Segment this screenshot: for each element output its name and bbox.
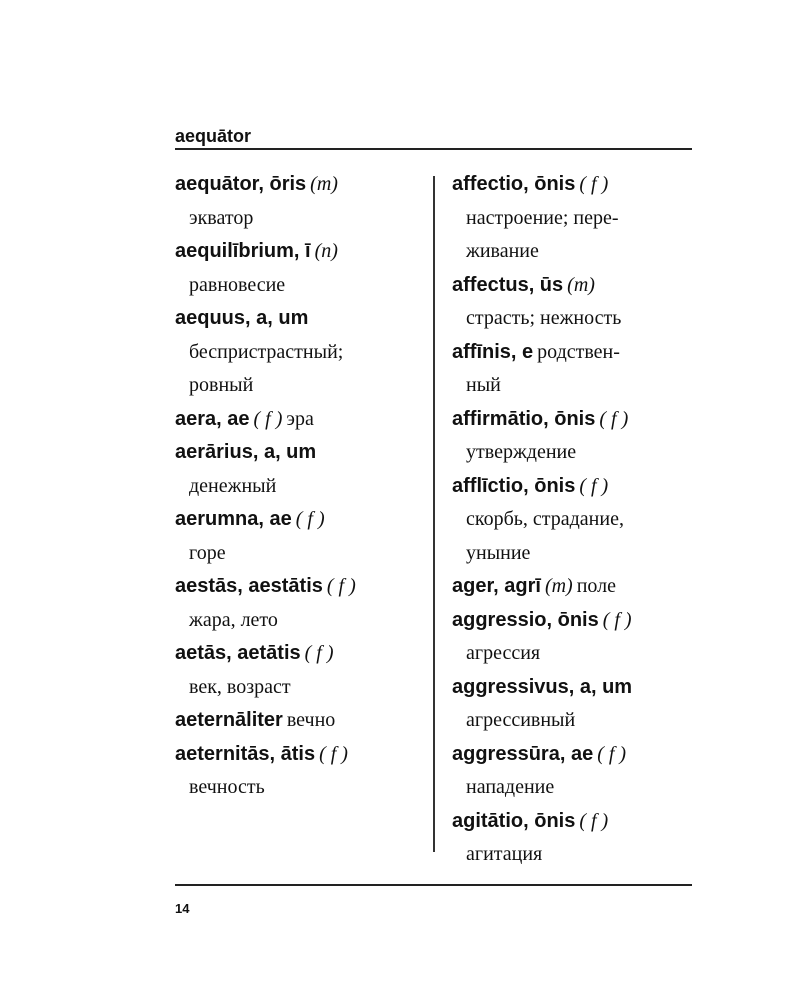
entry-headword: aggressūra, ae bbox=[452, 742, 594, 765]
entry-translation-line: живание bbox=[466, 240, 539, 262]
left-column bbox=[175, 168, 425, 805]
entry-head-line bbox=[452, 168, 692, 202]
entry-gender: ( f ) bbox=[579, 173, 609, 195]
entry-headword: aerārius, a, um bbox=[175, 441, 317, 463]
entry-translation-line: век, возраст bbox=[189, 675, 291, 698]
dictionary-entry bbox=[175, 503, 425, 570]
dictionary-entry bbox=[452, 336, 692, 403]
entry-translation-line: агитация bbox=[466, 843, 543, 865]
entry-head-line bbox=[175, 436, 425, 470]
entry-head-line bbox=[452, 269, 692, 303]
entry-head-line bbox=[452, 738, 692, 772]
entry-head-line bbox=[175, 704, 425, 738]
entry-translation-line: жара, лето bbox=[189, 608, 278, 631]
entry-translation-line: беспристрастный; bbox=[189, 340, 344, 363]
entry-gender: ( f ) bbox=[597, 742, 627, 765]
entry-head-line bbox=[175, 738, 425, 772]
entry-head-line bbox=[175, 302, 425, 336]
entry-head-line bbox=[452, 604, 692, 638]
dictionary-entry bbox=[452, 738, 692, 805]
entry-translation: вечно bbox=[286, 709, 336, 731]
entry-gender: ( f ) bbox=[319, 742, 348, 765]
entry-head-line bbox=[452, 805, 692, 839]
entry-translation-line: агрессия bbox=[466, 642, 541, 664]
entry-headword: aestās, aestātis bbox=[175, 575, 323, 597]
entry-gender: ( f ) bbox=[602, 608, 632, 631]
entry-headword: affectus, ūs bbox=[452, 273, 564, 296]
entry-headword: aequus, a, um bbox=[175, 307, 309, 329]
entry-gender: (n) bbox=[314, 240, 338, 262]
dictionary-entry bbox=[452, 168, 692, 269]
entry-gender: ( f ) bbox=[295, 508, 325, 530]
entry-head-line bbox=[175, 168, 425, 202]
entry-translation: родствен- bbox=[537, 340, 620, 363]
entry-headword: aggressivus, a, um bbox=[452, 675, 633, 698]
entry-translation-line: денежный bbox=[189, 474, 277, 497]
right-column bbox=[452, 168, 692, 872]
dictionary-entry bbox=[175, 302, 425, 403]
entry-translation-line: страсть; нежность bbox=[466, 307, 622, 329]
entry-headword: aggressio, ōnis bbox=[452, 608, 599, 631]
entry-translation-line: равновесие bbox=[189, 273, 286, 296]
entry-headword: ager, agrī bbox=[452, 575, 541, 597]
entry-headword: agitātio, ōnis bbox=[452, 809, 576, 832]
dictionary-entry bbox=[452, 671, 692, 738]
dictionary-entry bbox=[175, 235, 425, 302]
entry-headword: aera, ae bbox=[175, 407, 250, 430]
entry-gender: ( f ) bbox=[304, 642, 334, 664]
entry-headword: affectio, ōnis bbox=[452, 173, 576, 195]
entry-headword: aequātor, ōris bbox=[175, 173, 307, 195]
dictionary-entry bbox=[452, 403, 692, 470]
dictionary-entry bbox=[175, 436, 425, 503]
entry-headword: aequilībrium, ī bbox=[175, 240, 311, 262]
entry-headword: aerumna, ae bbox=[175, 508, 292, 530]
entry-translation-line: ровный bbox=[189, 374, 254, 396]
entry-translation-line: экватор bbox=[189, 206, 254, 229]
entry-translation: эра bbox=[286, 407, 314, 430]
entry-gender: ( f ) bbox=[579, 474, 609, 497]
entry-head-line bbox=[452, 336, 692, 370]
dictionary-entry bbox=[452, 805, 692, 872]
entry-headword: aeternāliter bbox=[175, 709, 283, 731]
dictionary-entry bbox=[452, 269, 692, 336]
entry-gender: (m) bbox=[310, 173, 338, 195]
entry-headword: afflīctio, ōnis bbox=[452, 474, 576, 497]
dictionary-page bbox=[175, 122, 692, 922]
dictionary-entry bbox=[175, 704, 425, 738]
dictionary-entry bbox=[175, 570, 425, 637]
dictionary-entry bbox=[452, 604, 692, 671]
entry-head-line bbox=[452, 671, 692, 705]
entry-head-line bbox=[175, 637, 425, 671]
dictionary-entry bbox=[175, 637, 425, 704]
dictionary-entry bbox=[175, 403, 425, 437]
entry-translation-line: вечность bbox=[189, 776, 265, 798]
entry-head-line bbox=[452, 403, 692, 437]
entry-translation-line: горе bbox=[189, 541, 226, 564]
entry-headword: affīnis, e bbox=[452, 340, 534, 363]
entry-translation-line: настроение; пере- bbox=[466, 206, 619, 229]
entry-headword: aetās, aetātis bbox=[175, 642, 301, 664]
entry-translation-line: агрессивный bbox=[466, 709, 576, 731]
entry-head-line bbox=[175, 235, 425, 269]
entry-gender: ( f ) bbox=[579, 809, 609, 832]
dictionary-entry bbox=[452, 570, 692, 604]
entry-head-line bbox=[175, 403, 425, 437]
entry-head-line bbox=[175, 503, 425, 537]
dictionary-entry bbox=[452, 470, 692, 571]
entry-head-line bbox=[175, 570, 425, 604]
bottom-rule bbox=[175, 884, 692, 886]
entry-headword: aeternitās, ātis bbox=[175, 742, 316, 765]
column-divider bbox=[433, 176, 435, 852]
entry-gender: (m) bbox=[544, 575, 573, 597]
entry-translation-line: ный bbox=[466, 374, 501, 396]
entry-headword: affirmātio, ōnis bbox=[452, 407, 596, 430]
entry-gender: (m) bbox=[567, 273, 595, 296]
page-number: 14 bbox=[175, 901, 190, 916]
dictionary-entry bbox=[175, 738, 425, 805]
entry-translation-line: уныние bbox=[466, 541, 531, 564]
entry-gender: ( f ) bbox=[253, 407, 283, 430]
entry-gender: ( f ) bbox=[599, 407, 629, 430]
entry-translation-line: утверждение bbox=[466, 441, 577, 463]
entry-head-line bbox=[452, 470, 692, 504]
dictionary-entry bbox=[175, 168, 425, 235]
entry-translation-line: скорбь, страдание, bbox=[466, 508, 624, 530]
top-rule bbox=[175, 148, 692, 150]
entry-head-line bbox=[452, 570, 692, 604]
entry-translation-line: нападение bbox=[466, 776, 555, 798]
entry-gender: ( f ) bbox=[326, 575, 356, 597]
entry-translation: поле bbox=[576, 575, 616, 597]
running-head: aequātor bbox=[175, 126, 252, 146]
